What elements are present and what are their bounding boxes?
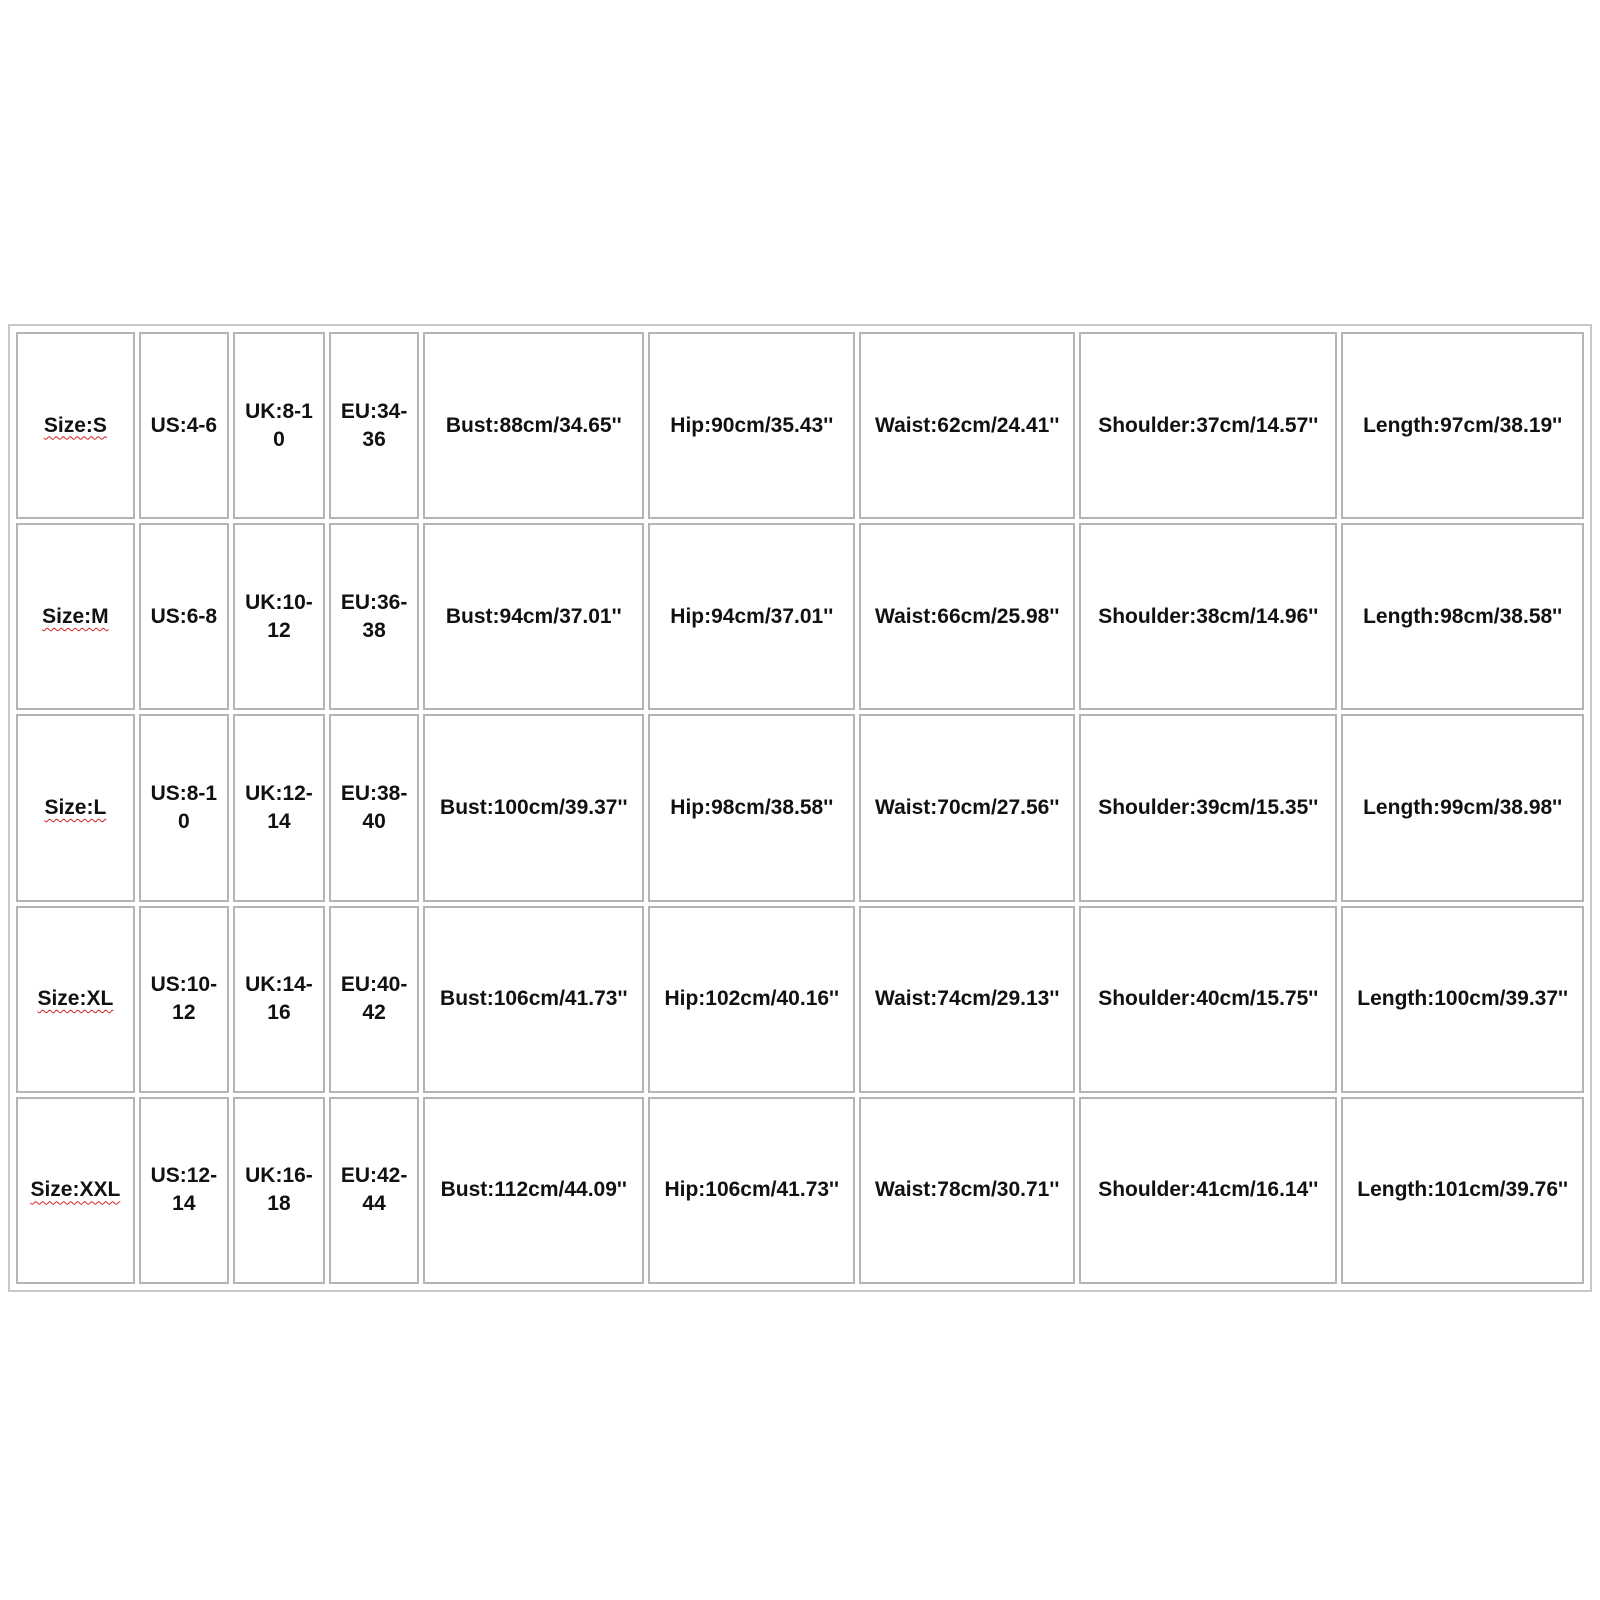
shoulder-value: Shoulder:40cm/15.75'' bbox=[1098, 987, 1319, 1011]
uk-size-cell bbox=[233, 332, 325, 519]
hip-cell bbox=[648, 1097, 855, 1284]
us-size-value: US:4-6 bbox=[150, 413, 218, 437]
length-cell bbox=[1341, 714, 1584, 901]
us-size-cell bbox=[139, 1097, 229, 1284]
size-cell bbox=[16, 906, 135, 1093]
size-cell bbox=[16, 1097, 135, 1284]
bust-cell bbox=[423, 906, 644, 1093]
size-chart-table bbox=[12, 328, 1588, 1288]
waist-cell bbox=[859, 523, 1075, 710]
hip-value: Hip:98cm/38.58'' bbox=[670, 795, 834, 819]
length-value: Length:101cm/39.76'' bbox=[1357, 1178, 1569, 1202]
size-row-m bbox=[16, 523, 1584, 710]
hip-cell bbox=[648, 906, 855, 1093]
hip-value: Hip:106cm/41.73'' bbox=[664, 1178, 840, 1202]
bust-value: Bust:106cm/41.73'' bbox=[440, 987, 628, 1011]
size-row-l bbox=[16, 714, 1584, 901]
bust-cell bbox=[423, 1097, 644, 1284]
bust-cell bbox=[423, 523, 644, 710]
shoulder-cell bbox=[1079, 714, 1337, 901]
shoulder-value: Shoulder:38cm/14.96'' bbox=[1098, 604, 1319, 628]
size-chart-rows bbox=[16, 332, 1584, 1284]
us-size-value: US:12-14 bbox=[150, 1164, 218, 1216]
shoulder-cell bbox=[1079, 523, 1337, 710]
uk-size-value: UK:10-12 bbox=[245, 590, 313, 642]
hip-cell bbox=[648, 332, 855, 519]
uk-size-value: UK:12-14 bbox=[245, 781, 313, 833]
uk-size-cell bbox=[233, 714, 325, 901]
length-cell bbox=[1341, 1097, 1584, 1284]
shoulder-value: Shoulder:37cm/14.57'' bbox=[1098, 413, 1319, 437]
size-row-xl bbox=[16, 906, 1584, 1093]
waist-value: Waist:74cm/29.13'' bbox=[875, 987, 1060, 1011]
size-label: Size:S bbox=[43, 413, 107, 437]
uk-size-value: UK:8-10 bbox=[245, 399, 313, 451]
eu-size-cell bbox=[329, 332, 419, 519]
us-size-cell bbox=[139, 714, 229, 901]
size-label: Size:XL bbox=[37, 987, 114, 1011]
uk-size-value: UK:14-16 bbox=[245, 973, 313, 1025]
size-label: Size:L bbox=[44, 795, 107, 819]
size-cell bbox=[16, 332, 135, 519]
us-size-cell bbox=[139, 906, 229, 1093]
eu-size-cell bbox=[329, 523, 419, 710]
eu-size-value: EU:36-38 bbox=[340, 590, 408, 642]
bust-value: Bust:100cm/39.37'' bbox=[440, 795, 628, 819]
waist-value: Waist:62cm/24.41'' bbox=[875, 413, 1060, 437]
size-cell bbox=[16, 523, 135, 710]
shoulder-value: Shoulder:39cm/15.35'' bbox=[1098, 795, 1319, 819]
eu-size-cell bbox=[329, 1097, 419, 1284]
us-size-value: US:8-10 bbox=[150, 781, 218, 833]
length-value: Length:97cm/38.19'' bbox=[1363, 413, 1563, 437]
length-cell bbox=[1341, 332, 1584, 519]
length-value: Length:98cm/38.58'' bbox=[1363, 604, 1563, 628]
size-row-s bbox=[16, 332, 1584, 519]
us-size-value: US:6-8 bbox=[150, 604, 218, 628]
waist-cell bbox=[859, 906, 1075, 1093]
length-value: Length:99cm/38.98'' bbox=[1363, 795, 1563, 819]
bust-value: Bust:88cm/34.65'' bbox=[445, 413, 622, 437]
bust-value: Bust:94cm/37.01'' bbox=[445, 604, 622, 628]
bust-cell bbox=[423, 714, 644, 901]
size-chart bbox=[8, 324, 1592, 1292]
bust-value: Bust:112cm/44.09'' bbox=[440, 1178, 627, 1202]
uk-size-cell bbox=[233, 1097, 325, 1284]
waist-cell bbox=[859, 1097, 1075, 1284]
us-size-cell bbox=[139, 332, 229, 519]
hip-cell bbox=[648, 714, 855, 901]
us-size-value: US:10-12 bbox=[150, 973, 218, 1025]
eu-size-cell bbox=[329, 714, 419, 901]
eu-size-cell bbox=[329, 906, 419, 1093]
hip-cell bbox=[648, 523, 855, 710]
size-label: Size:M bbox=[42, 604, 109, 628]
length-cell bbox=[1341, 523, 1584, 710]
hip-value: Hip:102cm/40.16'' bbox=[664, 987, 840, 1011]
hip-value: Hip:90cm/35.43'' bbox=[670, 413, 834, 437]
uk-size-cell bbox=[233, 906, 325, 1093]
uk-size-value: UK:16-18 bbox=[245, 1164, 313, 1216]
waist-value: Waist:70cm/27.56'' bbox=[875, 795, 1060, 819]
shoulder-value: Shoulder:41cm/16.14'' bbox=[1098, 1178, 1319, 1202]
size-row-xxl bbox=[16, 1097, 1584, 1284]
waist-value: Waist:78cm/30.71'' bbox=[875, 1178, 1060, 1202]
eu-size-value: EU:40-42 bbox=[340, 973, 408, 1025]
shoulder-cell bbox=[1079, 1097, 1337, 1284]
waist-cell bbox=[859, 714, 1075, 901]
size-label: Size:XXL bbox=[30, 1178, 121, 1202]
eu-size-value: EU:42-44 bbox=[340, 1164, 408, 1216]
length-cell bbox=[1341, 906, 1584, 1093]
bust-cell bbox=[423, 332, 644, 519]
shoulder-cell bbox=[1079, 906, 1337, 1093]
waist-cell bbox=[859, 332, 1075, 519]
us-size-cell bbox=[139, 523, 229, 710]
waist-value: Waist:66cm/25.98'' bbox=[875, 604, 1060, 628]
length-value: Length:100cm/39.37'' bbox=[1357, 987, 1569, 1011]
eu-size-value: EU:38-40 bbox=[340, 781, 408, 833]
hip-value: Hip:94cm/37.01'' bbox=[670, 604, 834, 628]
shoulder-cell bbox=[1079, 332, 1337, 519]
uk-size-cell bbox=[233, 523, 325, 710]
size-cell bbox=[16, 714, 135, 901]
eu-size-value: EU:34-36 bbox=[340, 399, 408, 451]
